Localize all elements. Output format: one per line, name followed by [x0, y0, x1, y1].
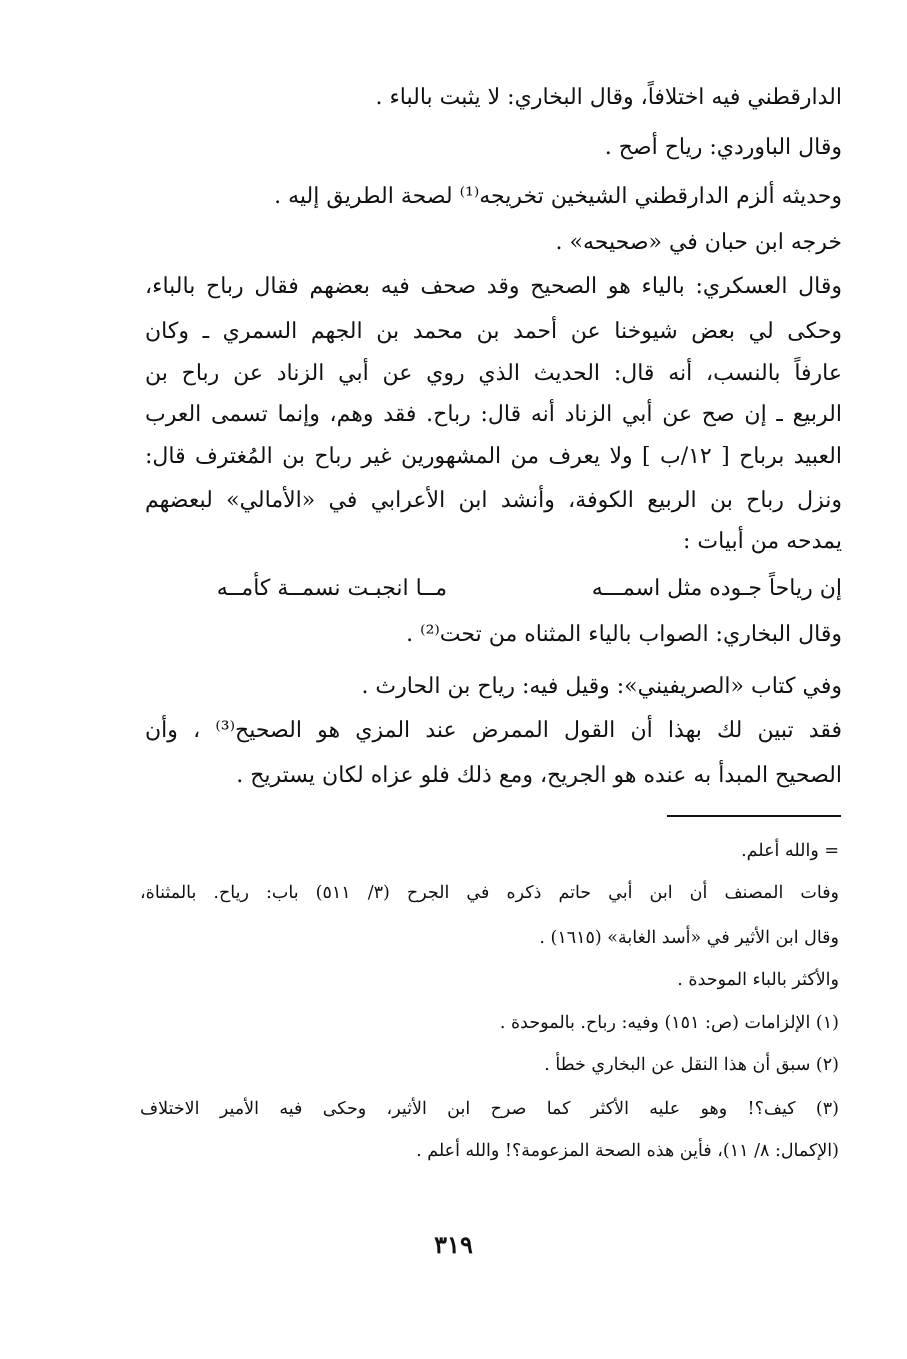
- body-line-2: وقال الباوردي: رياح أصح .: [604, 135, 842, 160]
- body-line-5: وقال العسكري: بالياء هو الصحيح وقد صحف فيه بعضهم فقال رباح بالباء،: [145, 274, 842, 299]
- body-line-8: الربيع ـ إن صح عن أبي الزناد أنه قال: رباح. فقد وهم، وإنما تسمى العرب: [145, 402, 842, 427]
- footnote-3-continued: (الإكمال: ٨/ ١١)، فأين هذه الصحة المزعومة؟! والله أعلم .: [416, 1141, 839, 1161]
- footnote-continued-3: وقال ابن الأثير في «أسد الغابة» (١٦١٥) .: [539, 928, 839, 948]
- body-line-9: العبيد برباح [ ١٢/ب ] ولا يعرف من المشهورين غير رباح بن المُغترف قال:: [145, 444, 842, 469]
- body-line-10: ونزل رباح بن الربيع الكوفة، وأنشد ابن الأعرابي في «الأمالي» لبعضهم: [145, 488, 842, 513]
- footnote-continued-2: وفات المصنف أن ابن أبي حاتم ذكره في الجرح (٣/ ٥١١) باب: رياح. بالمثناة،: [140, 883, 840, 903]
- body-line-14: فقد تبين لك بهذا أن القول الممرض عند المزي هو الصحيح⁽³⁾ ، وأن: [145, 718, 842, 743]
- footnote-separator: [667, 815, 841, 817]
- body-line-11: يمدحه من أبيات :: [683, 529, 842, 554]
- verse-right-hemistich: إن رياحاً جـوده مثل اسمـــه: [591, 576, 842, 601]
- body-line-15: الصحيح المبدأ به عنده هو الجريح، ومع ذلك فلو عزاه لكان يستريح .: [236, 763, 842, 788]
- footnote-continued-1: = والله أعلم.: [741, 841, 839, 861]
- footnote-1: (١) الإلزامات (ص: ١٥١) وفيه: رباح. بالموحدة .: [499, 1013, 839, 1033]
- body-line-12: وقال البخاري: الصواب بالياء المثناه من تحت⁽²⁾ .: [406, 622, 842, 647]
- verse-left-hemistich: مــا انجبـت نسمــة كأمــه: [216, 576, 447, 601]
- body-line-7: عارفاً بالنسب، أنه قال: الحديث الذي روي عن أبي الزناد عن رباح بن: [145, 361, 842, 386]
- body-line-13: وفي كتاب «الصريفيني»: وقيل فيه: رياح بن الحارث .: [361, 674, 842, 699]
- body-line-4: خرجه ابن حبان في «صحيحه» .: [555, 230, 842, 255]
- footnote-3: (٣) كيف؟! وهو عليه الأكثر كما صرح ابن الأثير، وحكى فيه الأمير الاختلاف: [140, 1099, 839, 1119]
- footnote-2: (٢) سبق أن هذا النقل عن البخاري خطأ .: [544, 1055, 839, 1075]
- body-line-1: الدارقطني فيه اختلافاً، وقال البخاري: لا يثبت بالباء .: [375, 85, 842, 110]
- page-number: ٣١٩: [434, 1230, 473, 1259]
- body-line-6: وحكى لي بعض شيوخنا عن أحمد بن محمد بن الجهم السمري ـ وكان: [145, 319, 842, 344]
- footnote-continued-4: والأكثر بالباء الموحدة .: [677, 970, 839, 990]
- body-line-3: وحديثه ألزم الدارقطني الشيخين تخريجه⁽¹⁾ لصحة الطريق إليه .: [274, 184, 842, 209]
